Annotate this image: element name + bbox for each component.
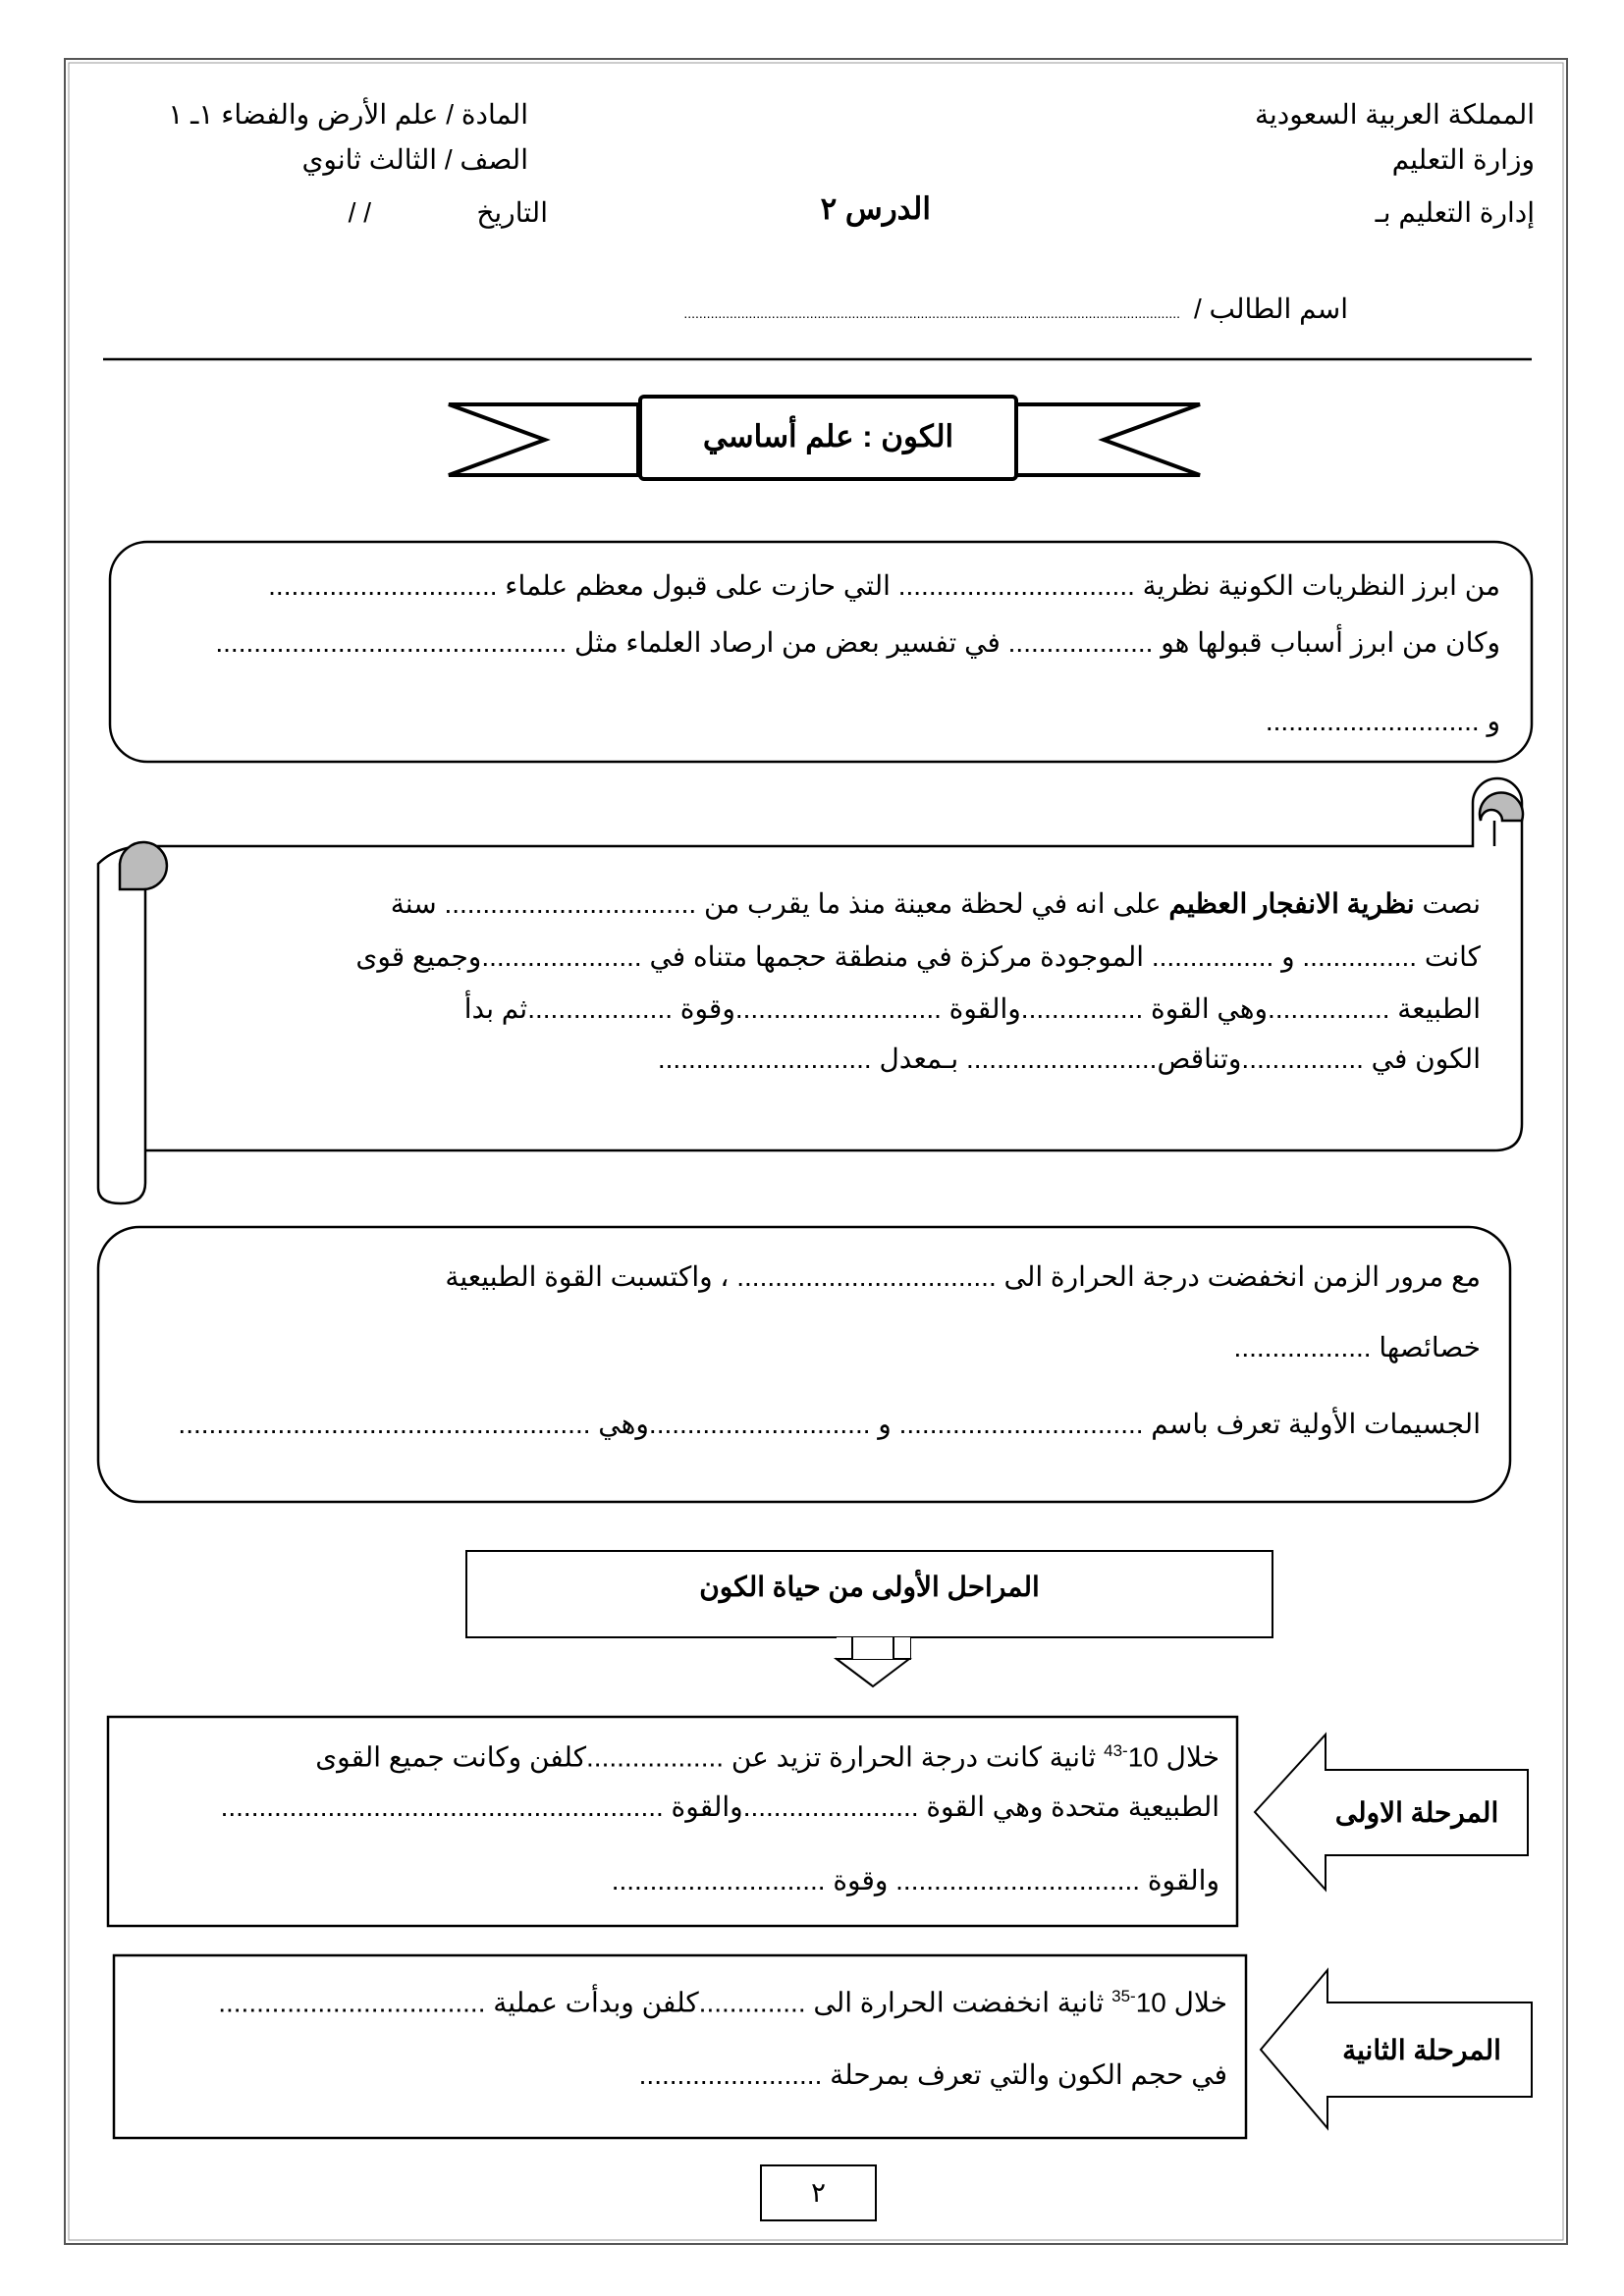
stage1-label: المرحلة الاولى [1334, 1797, 1499, 1828]
text: ثانية انخفضت الحرارة الى ..............كلفن وبدأت عملية ................................... [218, 1987, 1112, 2018]
cooling-line-3: الجسيمات الأولية تعرف باسم ................................ و .............................وهي ...................................................... [178, 1409, 1481, 1439]
stage2-line-1 [218, 1980, 1227, 2019]
student-name-field[interactable]: .................................................................................................................................. [683, 305, 1180, 321]
text: نصت [1414, 888, 1481, 919]
bigbang-term: نظرية الانفجار العظيم [1168, 888, 1415, 919]
theory-line-2: وكان من ابرز أسباب قبولها هو ................... في تفسير بعض من ارصاد العلماء مثل .............................................. [215, 627, 1500, 658]
subject-label: المادة / علم الأرض والفضاء ١ـ ١ [168, 99, 528, 130]
date-field[interactable]: / / [348, 197, 371, 228]
stages-title: المراحل الأولى من حياة الكون [699, 1572, 1040, 1602]
banner-title: الكون : علم أساسي [702, 419, 954, 454]
student-name-label: اسم الطالب / [1193, 294, 1348, 324]
bigbang-line-1 [391, 887, 1481, 921]
bigbang-line-2: كانت ............... و ................ الموجودة مركزة في منطقة حجمها متناه في .....................وجميع قوى [355, 941, 1481, 972]
text: خلال 10 [1135, 1987, 1227, 2018]
stage1-line-2: الطبيعية متحدة وهي القوة .......................والقوة .......................................................... [220, 1791, 1219, 1822]
stage1-line-3: والقوة ................................ وقوة ............................ [611, 1865, 1219, 1896]
text: خلال 10 [1127, 1741, 1219, 1773]
date-label: التاريخ [476, 197, 548, 228]
ministry-label: وزارة التعليم [1391, 144, 1535, 175]
stage1-line-1 [315, 1735, 1219, 1774]
cooling-line-2: خصائصها .................. [1233, 1332, 1481, 1362]
bigbang-line-3: الطبيعة ................وهي القوة ................والقوة ...........................وقوة ...................ثم بدأ [463, 993, 1481, 1024]
cooling-line-1: مع مرور الزمن انخفضت درجة الحرارة الى .................................. ، واكتسبت القوة الطبيعية [445, 1261, 1481, 1292]
kingdom-label: المملكة العربية السعودية [1254, 99, 1535, 130]
grade-label: الصف / الثالث ثانوي [301, 144, 528, 175]
bigbang-line-4: الكون في ................وتناقص......................... بـمعدل ............................ [657, 1043, 1481, 1074]
text: ثانية كانت درجة الحرارة تزيد عن ..................كلفن وكانت جميع القوى [315, 1741, 1105, 1773]
exponent: -43 [1104, 1741, 1128, 1760]
stage2-label: المرحلة الثانية [1342, 2035, 1501, 2065]
stage2-line-2: في حجم الكون والتي تعرف بمرحلة ........................ [638, 2059, 1227, 2090]
scroll-box [98, 778, 1523, 1203]
text: على انه في لحظة معينة منذ ما يقرب من ................................. سنة [390, 888, 1169, 919]
exponent: -35 [1111, 1987, 1136, 2005]
lesson-title: الدرس ٢ [820, 191, 931, 226]
page-number: ٢ [810, 2177, 827, 2208]
department-label: إدارة التعليم بـ [1375, 197, 1535, 228]
theory-line-1: من ابرز النظريات الكونية نظرية ............................... التي حازت على قبول معظم علماء .............................. [268, 570, 1500, 601]
theory-line-3: و ............................ [1265, 706, 1500, 736]
